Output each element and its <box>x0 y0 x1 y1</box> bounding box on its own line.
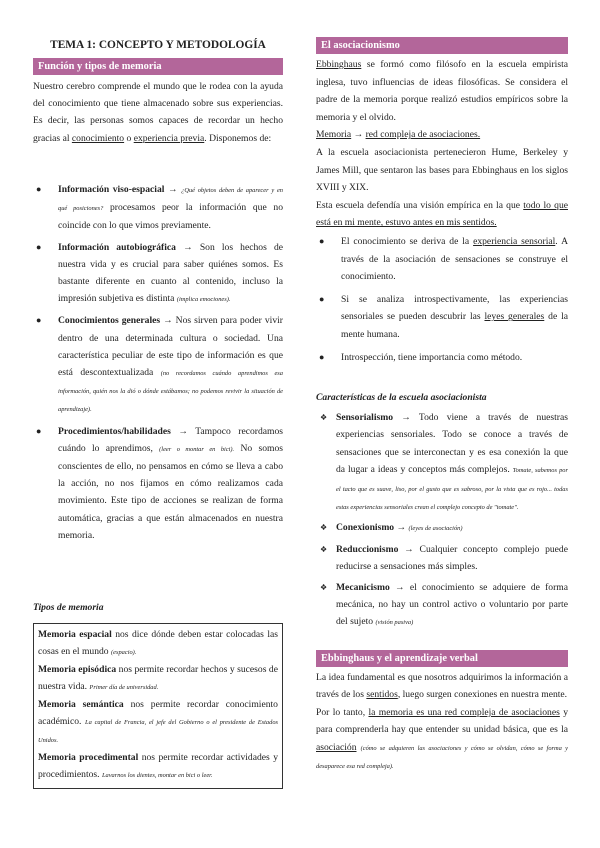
bullet-icon: ● <box>319 235 325 246</box>
intro-paragraph: Nuestro cerebro comprende el mundo que le rodea con la ayuda del conocimiento que tiene almacenado sobre sus experiencias. Es decir, las personas somos capaces de recordar un hecho gracias al conocimiento o experiencia previa. Disponemos de: <box>33 81 283 144</box>
ebb-p2: Por lo tanto, la memoria es una red compleja de asociaciones y para comprenderla hay que entender su unidad básica, que es la asociación (cómo se adquieren las asociaciones y cómo se olvidan, cómo se forma y desaparece esa red compleja). <box>316 706 568 771</box>
asoc-p4: Esta escuela defendía una visión empírica en la que todo lo que está en mi mente, estuvo antes en mis sentidos. <box>316 199 568 229</box>
diamond-bullet-icon: ❖ <box>320 544 328 554</box>
list-item: ❖ Mecanicismo → el conocimiento se adquiere de forma mecánica, no hay un control activo o voluntario por parte del sujeto (visión pasiva) <box>316 579 568 632</box>
caract-heading: Características de la escuela asociacionista <box>316 392 487 403</box>
tipo-espacial: Memoria espacial nos dice dónde deben estar colocadas las cosas en el mundo (espacio). <box>38 629 278 657</box>
list-item: ● Introspección, tiene importancia como método. <box>316 349 568 367</box>
section-header-asociacionismo: El asociacionismo <box>316 37 568 54</box>
tipos-heading: Tipos de memoria <box>33 602 104 613</box>
list-item: ● Información viso-espacial → ¿Qué objetos deben de aparecer y en qué posiciones? procesamos peor la información que no coincide con lo que vimos previamente. <box>33 181 283 235</box>
diamond-bullet-icon: ❖ <box>320 582 328 592</box>
list-item: ❖ Conexionismo → (leyes de asociación) <box>316 519 568 537</box>
asoc-p1: Ebbinghaus se formó como filósofo en la escuela empirista inglesa, tuvo influencias de ideas filosóficas. Se considera el padre de la memoria porque realizó estudios empíricos sobre la memoria y el olvido. <box>316 59 568 123</box>
tipo-procedimental: Memoria procedimental nos permite recordar actividades y procedimientos. Lavarnos los dientes, montar en bici o leer. <box>38 752 278 780</box>
bullet-icon: ● <box>319 293 325 304</box>
bullet-icon: ● <box>36 241 42 252</box>
section-header-ebbinghaus: Ebbinghaus y el aprendizaje verbal <box>316 650 568 667</box>
bullet-icon: ● <box>36 425 42 436</box>
diamond-bullet-icon: ❖ <box>320 413 328 422</box>
bullet-icon: ● <box>36 184 42 194</box>
tipo-semantica: Memoria semántica nos permite recordar conocimiento académico. La capital de Francia, el jefe del Gobierno o el presidente de Estados Unidos. <box>38 699 279 744</box>
ebb-body <box>316 669 568 775</box>
memory-info-list <box>33 181 283 544</box>
list-item: ❖ Reduccionismo → Cualquier concepto complejo puede reducirse a sensaciones más simples. <box>316 541 568 576</box>
section-header-funcion: Función y tipos de memoria <box>33 58 283 75</box>
diamond-bullet-icon: ❖ <box>320 523 328 533</box>
list-item: ● Si se analiza introspectivamente, las experiencias sensoriales se pueden descubrir las leyes generales de la mente humana. <box>316 291 568 344</box>
tipos-box <box>33 623 283 789</box>
list-item: ● Información autobiográfica → Son los hechos de nuestra vida y es crucial para saber quiénes somos. Es bastante diferente en cuanto al contenido, incluso la impresión subjetiva es distinta (implica emociones). <box>33 239 283 309</box>
list-item: ● El conocimiento se deriva de la experiencia sensorial. A través de la asociación de sensaciones se construye el conocimiento. <box>316 233 568 286</box>
list-item: ● Conocimientos generales → Nos sirven para poder vivir dentro de una determinada cultura o sociedad. Una característica peculiar de este tipo de información es que está descontextualizada (no recordamos cuándo aprendimos esa información, quién nos la dió o dónde estábamos; no podemos revivir la situación de aprendizaje). <box>33 312 283 418</box>
bullet-icon: ● <box>319 351 325 362</box>
caract-list <box>316 409 568 632</box>
ebb-p1: La idea fundamental es que nosotros adquirimos la información a través de los sentidos, luego surgen conexiones en nuestra mente. <box>316 672 568 701</box>
asoc-body <box>316 56 568 366</box>
tipo-episodica: Memoria episódica nos permite recordar hechos y sucesos de nuestra vida. Primer día de universidad. <box>38 664 278 692</box>
list-item: ● Procedimientos/habilidades → Tampoco recordamos cuándo lo aprendimos, (leer o montar en bici). No somos conscientes de ello, no pensamos en cómo se lleva a cabo la acción, no nos fijamos en cómo realizamos cada movimiento. Este tipo de acciones se realizan de forma automática, gracias a que están almacenados en nuestra memoria. <box>33 423 283 544</box>
list-item: ❖ Sensorialismo → Todo viene a través de nuestras experiencias sensoriales. Todo se conoce a través de sensaciones que se interconectan y es esa conexión la que da lugar a ideas y conceptos más complejos. Tomate, sabemos por el tacto que es suave, liso, por el gusto que es sabroso, por la vista que es rojo... todas estas experiencias sensoriales crean el complejo concepto de "tomate". <box>316 409 568 516</box>
asoc-bullets <box>316 233 568 366</box>
asoc-p2: Memoria → red compleja de asociaciones. <box>316 129 481 141</box>
bullet-icon: ● <box>36 315 42 326</box>
page-title: TEMA 1: CONCEPTO Y METODOLOGÍA <box>50 39 266 51</box>
asoc-p3: A la escuela asociacionista pertenecieron Hume, Berkeley y James Mill, que sentaron las bases para Ebbinghaus en los siglos XVIII y XIX. <box>316 146 568 194</box>
